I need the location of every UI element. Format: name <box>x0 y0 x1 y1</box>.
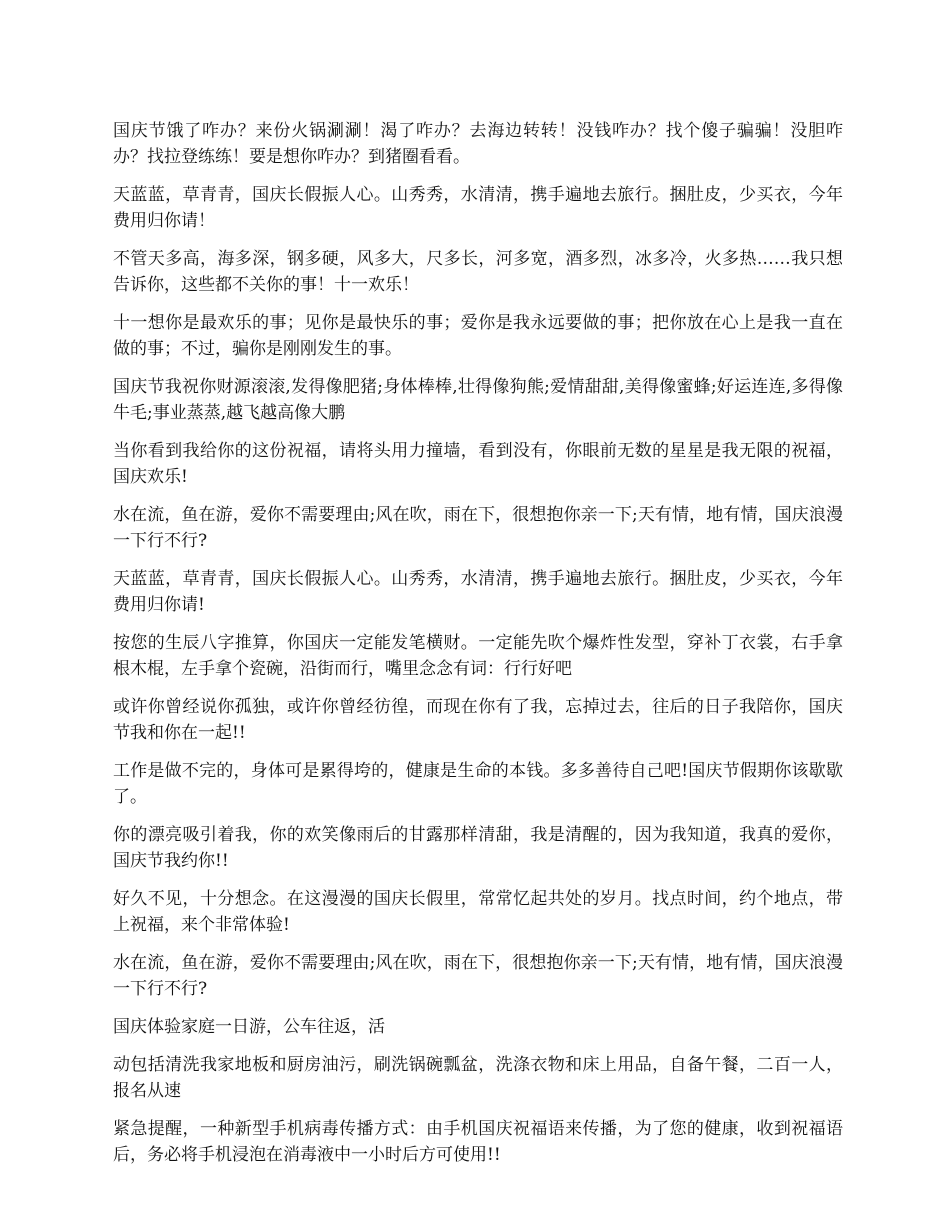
paragraph: 水在流，鱼在游，爱你不需要理由;风在吹，雨在下，很想抱你亲一下;天有情，地有情，国庆浪漫一下行不行? <box>113 953 843 999</box>
paragraph: 工作是做不完的，身体可是累得垮的，健康是生命的本钱。多多善待自己吧!国庆节假期你该歇歇了。 <box>113 761 843 807</box>
paragraph: 你的漂亮吸引着我，你的欢笑像雨后的甘露那样清甜，我是清醒的，因为我知道，我真的爱你，国庆节我约你!! <box>113 825 843 871</box>
paragraph: 好久不见，十分想念。在这漫漫的国庆长假里，常常忆起共处的岁月。找点时间，约个地点，带上祝福，来个非常体验! <box>113 889 843 935</box>
document-body <box>113 118 843 1180</box>
paragraph: 十一想你是最欢乐的事；见你是最快乐的事；爱你是我永远要做的事；把你放在心上是我一直在做的事；不过，骗你是刚刚发生的事。 <box>113 313 843 359</box>
paragraph: 动包括清洗我家地板和厨房油污，刷洗锅碗瓢盆，洗涤衣物和床上用品，自备午餐，二百一人，报名从速 <box>113 1055 843 1101</box>
paragraph: 当你看到我给你的这份祝福，请将头用力撞墙，看到没有，你眼前无数的星星是我无限的祝福，国庆欢乐! <box>113 441 843 487</box>
paragraph: 国庆节我祝你财源滚滚,发得像肥猪;身体棒棒,壮得像狗熊;爱情甜甜,美得像蜜蜂;好运连连,多得像牛毛;事业蒸蒸,越飞越高像大鹏 <box>113 377 843 423</box>
paragraph: 国庆节饿了咋办？来份火锅涮涮！渴了咋办？去海边转转！没钱咋办？找个傻子骗骗！没胆咋办？找拉登练练！要是想你咋办？到猪圈看看。 <box>113 121 843 167</box>
paragraph: 水在流，鱼在游，爱你不需要理由;风在吹，雨在下，很想抱你亲一下;天有情，地有情，国庆浪漫一下行不行? <box>113 505 843 551</box>
paragraph: 或许你曾经说你孤独，或许你曾经彷徨，而现在你有了我，忘掉过去，往后的日子我陪你，国庆节我和你在一起!! <box>113 697 843 743</box>
paragraph: 天蓝蓝，草青青，国庆长假振人心。山秀秀，水清清，携手遍地去旅行。捆肚皮，少买衣，今年费用归你请! <box>113 569 843 615</box>
paragraph: 国庆体验家庭一日游，公车往返，活 <box>113 1017 385 1037</box>
paragraph: 不管天多高，海多深，钢多硬，风多大，尺多长，河多宽，酒多烈，冰多冷，火多热……我只想告诉你，这些都不关你的事！十一欢乐！ <box>113 249 843 295</box>
paragraph: 天蓝蓝，草青青，国庆长假振人心。山秀秀，水清清，携手遍地去旅行。捆肚皮，少买衣，今年费用归你请！ <box>113 185 843 231</box>
paragraph: 紧急提醒，一种新型手机病毒传播方式：由手机国庆祝福语来传播，为了您的健康，收到祝福语后，务必将手机浸泡在消毒液中一小时后方可使用!! <box>113 1119 843 1165</box>
paragraph: 按您的生辰八字推算，你国庆一定能发笔横财。一定能先吹个爆炸性发型，穿补丁衣裳，右手拿根木棍，左手拿个瓷碗，沿街而行，嘴里念念有词：行行好吧 <box>113 633 843 679</box>
